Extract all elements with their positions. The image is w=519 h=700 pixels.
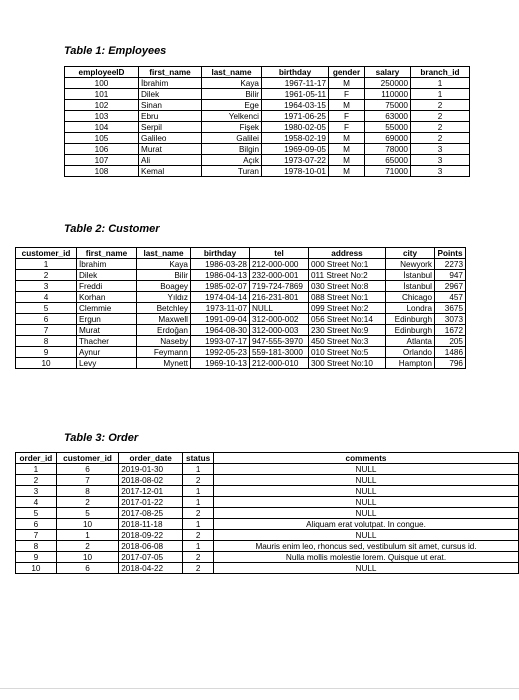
employees-cell: M bbox=[329, 100, 365, 111]
employees-cell: 1961-05-11 bbox=[262, 89, 329, 100]
employees-cell: 75000 bbox=[365, 100, 411, 111]
customer-cell: 1986-03-28 bbox=[191, 259, 250, 270]
order-cell: 2018-04-22 bbox=[119, 563, 183, 574]
employees-cell: Fişek bbox=[202, 122, 262, 133]
table-row bbox=[65, 89, 470, 100]
customer-cell: 8 bbox=[16, 336, 77, 347]
order-cell: 2018-09-22 bbox=[119, 530, 183, 541]
employees-cell: Kemal bbox=[139, 166, 202, 177]
customer-column-header: birthday bbox=[191, 248, 250, 259]
table-row bbox=[16, 563, 519, 574]
employees-table bbox=[64, 66, 470, 177]
employees-cell: Galileo bbox=[139, 133, 202, 144]
customer-column-header: customer_id bbox=[16, 248, 77, 259]
employees-cell: 105 bbox=[65, 133, 139, 144]
customer-cell: İbrahim bbox=[77, 259, 137, 270]
table-row bbox=[65, 166, 470, 177]
customer-cell: Londra bbox=[386, 303, 435, 314]
customer-cell: 300 Street No:10 bbox=[309, 358, 386, 369]
customer-column-header: last_name bbox=[137, 248, 191, 259]
employees-cell: 65000 bbox=[365, 155, 411, 166]
employees-cell: 3 bbox=[411, 144, 470, 155]
customer-cell: 2273 bbox=[435, 259, 466, 270]
customer-header-row bbox=[16, 248, 466, 259]
customer-cell: Clemmie bbox=[77, 303, 137, 314]
table-row bbox=[16, 497, 519, 508]
customer-cell: 1973-11-07 bbox=[191, 303, 250, 314]
employees-caption: Table 1: Employees bbox=[64, 45, 167, 57]
order-cell: 6 bbox=[56, 464, 118, 475]
customer-cell: Betchley bbox=[137, 303, 191, 314]
order-cell: 6 bbox=[56, 563, 118, 574]
order-cell: 1 bbox=[183, 486, 214, 497]
customer-cell: 056 Street No:14 bbox=[309, 314, 386, 325]
order-cell: 1 bbox=[183, 464, 214, 475]
order-cell: 10 bbox=[16, 563, 57, 574]
customer-cell: Bilir bbox=[137, 270, 191, 281]
customer-cell: 312-000-003 bbox=[250, 325, 309, 336]
order-column-header: comments bbox=[214, 453, 519, 464]
employees-cell: 1964-03-15 bbox=[262, 100, 329, 111]
customer-cell: 030 Street No:8 bbox=[309, 281, 386, 292]
employees-cell: 2 bbox=[411, 122, 470, 133]
employees-cell: Galilei bbox=[202, 133, 262, 144]
employees-cell: Dilek bbox=[139, 89, 202, 100]
customer-cell: 088 Street No:1 bbox=[309, 292, 386, 303]
customer-cell: Chicago bbox=[386, 292, 435, 303]
customer-column-header: tel bbox=[250, 248, 309, 259]
order-cell: 2 bbox=[183, 475, 214, 486]
customer-cell: 010 Street No:5 bbox=[309, 347, 386, 358]
customer-cell: 230 Street No:9 bbox=[309, 325, 386, 336]
employees-cell: 1973-07-22 bbox=[262, 155, 329, 166]
table-row bbox=[16, 486, 519, 497]
table-row bbox=[16, 314, 466, 325]
table-row bbox=[16, 303, 466, 314]
employees-cell: 1958-02-19 bbox=[262, 133, 329, 144]
employees-cell: 2 bbox=[411, 100, 470, 111]
order-cell: 2017-12-01 bbox=[119, 486, 183, 497]
order-cell: 2 bbox=[183, 530, 214, 541]
order-cell: NULL bbox=[214, 497, 519, 508]
customer-cell: 450 Street No:3 bbox=[309, 336, 386, 347]
customer-cell: 1993-07-17 bbox=[191, 336, 250, 347]
employees-cell: 69000 bbox=[365, 133, 411, 144]
table-row bbox=[16, 530, 519, 541]
table-row bbox=[65, 133, 470, 144]
customer-cell: 1991-09-04 bbox=[191, 314, 250, 325]
employees-cell: F bbox=[329, 111, 365, 122]
employees-cell: 1 bbox=[411, 78, 470, 89]
customer-column-header: address bbox=[309, 248, 386, 259]
customer-cell: 2967 bbox=[435, 281, 466, 292]
customer-cell: Mynett bbox=[137, 358, 191, 369]
customer-cell: 1 bbox=[16, 259, 77, 270]
customer-table bbox=[15, 247, 466, 369]
employees-cell: 3 bbox=[411, 166, 470, 177]
order-cell: Nulla mollis molestie lorem. Quisque ut erat. bbox=[214, 552, 519, 563]
employees-cell: 78000 bbox=[365, 144, 411, 155]
customer-cell: 457 bbox=[435, 292, 466, 303]
order-cell: 2019-01-30 bbox=[119, 464, 183, 475]
customer-cell: 216-231-801 bbox=[250, 292, 309, 303]
customer-cell: Thacher bbox=[77, 336, 137, 347]
customer-cell: Kaya bbox=[137, 259, 191, 270]
customer-cell: Erdoğan bbox=[137, 325, 191, 336]
table-row bbox=[65, 100, 470, 111]
employees-cell: 1 bbox=[411, 89, 470, 100]
customer-cell: Naseby bbox=[137, 336, 191, 347]
employees-cell: Sinan bbox=[139, 100, 202, 111]
employees-cell: 110000 bbox=[365, 89, 411, 100]
customer-cell: Edinburgh bbox=[386, 314, 435, 325]
table-row bbox=[16, 552, 519, 563]
page-divider bbox=[0, 688, 519, 689]
employees-cell: 108 bbox=[65, 166, 139, 177]
order-column-header: order_id bbox=[16, 453, 57, 464]
table-row bbox=[65, 144, 470, 155]
order-cell: 8 bbox=[16, 541, 57, 552]
table-row bbox=[16, 281, 466, 292]
table-row bbox=[65, 122, 470, 133]
order-cell: 2017-01-22 bbox=[119, 497, 183, 508]
order-cell: NULL bbox=[214, 464, 519, 475]
order-cell: 2 bbox=[16, 475, 57, 486]
employees-cell: 107 bbox=[65, 155, 139, 166]
customer-cell: 3 bbox=[16, 281, 77, 292]
employees-cell: 1967-11-17 bbox=[262, 78, 329, 89]
employees-column-header: branch_id bbox=[411, 67, 470, 78]
order-cell: 9 bbox=[16, 552, 57, 563]
employees-cell: M bbox=[329, 133, 365, 144]
employees-cell: Yelkenci bbox=[202, 111, 262, 122]
employees-cell: Murat bbox=[139, 144, 202, 155]
customer-cell: 1992-05-23 bbox=[191, 347, 250, 358]
table-row bbox=[16, 259, 466, 270]
customer-cell: Korhan bbox=[77, 292, 137, 303]
order-cell: NULL bbox=[214, 508, 519, 519]
table-row bbox=[16, 508, 519, 519]
table-row bbox=[16, 464, 519, 475]
employees-cell: Ali bbox=[139, 155, 202, 166]
table-row bbox=[16, 325, 466, 336]
employees-cell: Serpil bbox=[139, 122, 202, 133]
employees-column-header: first_name bbox=[139, 67, 202, 78]
employees-cell: Ege bbox=[202, 100, 262, 111]
order-cell: 8 bbox=[56, 486, 118, 497]
order-cell: 2 bbox=[183, 563, 214, 574]
order-column-header: status bbox=[183, 453, 214, 464]
order-cell: NULL bbox=[214, 530, 519, 541]
order-column-header: customer_id bbox=[56, 453, 118, 464]
customer-cell: 4 bbox=[16, 292, 77, 303]
order-cell: NULL bbox=[214, 475, 519, 486]
employees-cell: 55000 bbox=[365, 122, 411, 133]
order-caption: Table 3: Order bbox=[64, 432, 139, 444]
customer-cell: 2 bbox=[16, 270, 77, 281]
employees-cell: 1971-06-25 bbox=[262, 111, 329, 122]
employees-cell: Açık bbox=[202, 155, 262, 166]
order-cell: 1 bbox=[183, 541, 214, 552]
employees-cell: 2 bbox=[411, 133, 470, 144]
employees-cell: 2 bbox=[411, 111, 470, 122]
order-cell: NULL bbox=[214, 563, 519, 574]
customer-cell: 1964-08-30 bbox=[191, 325, 250, 336]
customer-cell: 947 bbox=[435, 270, 466, 281]
customer-cell: Ergun bbox=[77, 314, 137, 325]
employees-cell: 63000 bbox=[365, 111, 411, 122]
employees-cell: 1969-09-05 bbox=[262, 144, 329, 155]
customer-cell: 1985-02-07 bbox=[191, 281, 250, 292]
customer-cell: 5 bbox=[16, 303, 77, 314]
order-cell: NULL bbox=[214, 486, 519, 497]
customer-column-header: first_name bbox=[77, 248, 137, 259]
table-row bbox=[65, 155, 470, 166]
employees-cell: M bbox=[329, 78, 365, 89]
customer-cell: 212-000-010 bbox=[250, 358, 309, 369]
order-cell: 5 bbox=[16, 508, 57, 519]
employees-cell: Ebru bbox=[139, 111, 202, 122]
customer-cell: 947-555-3970 bbox=[250, 336, 309, 347]
employees-header-row bbox=[65, 67, 470, 78]
employees-column-header: employeeID bbox=[65, 67, 139, 78]
table-row bbox=[16, 541, 519, 552]
employees-cell: F bbox=[329, 122, 365, 133]
employees-cell: 101 bbox=[65, 89, 139, 100]
order-cell: Aliquam erat volutpat. In congue. bbox=[214, 519, 519, 530]
employees-cell: M bbox=[329, 144, 365, 155]
customer-cell: 232-000-001 bbox=[250, 270, 309, 281]
employees-cell: 1980-02-05 bbox=[262, 122, 329, 133]
customer-cell: 10 bbox=[16, 358, 77, 369]
table-row bbox=[16, 475, 519, 486]
customer-cell: Feymann bbox=[137, 347, 191, 358]
employees-cell: 102 bbox=[65, 100, 139, 111]
employees-column-header: last_name bbox=[202, 67, 262, 78]
table-row bbox=[16, 358, 466, 369]
employees-cell: 100 bbox=[65, 78, 139, 89]
order-cell: 3 bbox=[16, 486, 57, 497]
customer-cell: NULL bbox=[250, 303, 309, 314]
employees-cell: F bbox=[329, 89, 365, 100]
customer-cell: 212-000-000 bbox=[250, 259, 309, 270]
customer-cell: 559-181-3000 bbox=[250, 347, 309, 358]
order-cell: 2 bbox=[56, 541, 118, 552]
order-cell: 2017-08-25 bbox=[119, 508, 183, 519]
customer-cell: Hampton bbox=[386, 358, 435, 369]
employees-cell: 103 bbox=[65, 111, 139, 122]
customer-cell: 719-724-7869 bbox=[250, 281, 309, 292]
customer-cell: Yıldız bbox=[137, 292, 191, 303]
customer-cell: Atlanta bbox=[386, 336, 435, 347]
order-cell: 4 bbox=[16, 497, 57, 508]
order-cell: 7 bbox=[16, 530, 57, 541]
customer-cell: 011 Street No:2 bbox=[309, 270, 386, 281]
employees-cell: 1978-10-01 bbox=[262, 166, 329, 177]
customer-cell: İstanbul bbox=[386, 281, 435, 292]
customer-cell: 312-000-002 bbox=[250, 314, 309, 325]
table-row bbox=[16, 292, 466, 303]
customer-cell: Freddi bbox=[77, 281, 137, 292]
table-row bbox=[65, 78, 470, 89]
order-cell: 2 bbox=[183, 508, 214, 519]
employees-cell: Kaya bbox=[202, 78, 262, 89]
order-cell: 6 bbox=[16, 519, 57, 530]
order-cell: 2 bbox=[183, 552, 214, 563]
customer-cell: 3675 bbox=[435, 303, 466, 314]
employees-cell: 3 bbox=[411, 155, 470, 166]
customer-cell: Maxwell bbox=[137, 314, 191, 325]
table-row bbox=[16, 336, 466, 347]
order-table bbox=[15, 452, 519, 574]
order-cell: 2018-08-02 bbox=[119, 475, 183, 486]
customer-cell: 1986-04-13 bbox=[191, 270, 250, 281]
customer-cell: 000 Street No:1 bbox=[309, 259, 386, 270]
employees-cell: 104 bbox=[65, 122, 139, 133]
employees-cell: 106 bbox=[65, 144, 139, 155]
customer-cell: Boagey bbox=[137, 281, 191, 292]
customer-cell: 1486 bbox=[435, 347, 466, 358]
customer-cell: 9 bbox=[16, 347, 77, 358]
employees-column-header: birthday bbox=[262, 67, 329, 78]
customer-cell: 3073 bbox=[435, 314, 466, 325]
customer-cell: Newyork bbox=[386, 259, 435, 270]
customer-cell: 1672 bbox=[435, 325, 466, 336]
customer-cell: İstanbul bbox=[386, 270, 435, 281]
customer-cell: 1974-04-14 bbox=[191, 292, 250, 303]
customer-cell: 205 bbox=[435, 336, 466, 347]
order-column-header: order_date bbox=[119, 453, 183, 464]
order-cell: 1 bbox=[16, 464, 57, 475]
order-cell: 10 bbox=[56, 552, 118, 563]
customer-cell: Aynur bbox=[77, 347, 137, 358]
order-cell: 2018-11-18 bbox=[119, 519, 183, 530]
customer-cell: Edinburgh bbox=[386, 325, 435, 336]
employees-cell: Turan bbox=[202, 166, 262, 177]
order-cell: 5 bbox=[56, 508, 118, 519]
table-row bbox=[16, 347, 466, 358]
employees-cell: M bbox=[329, 166, 365, 177]
customer-cell: 7 bbox=[16, 325, 77, 336]
order-cell: 2018-06-08 bbox=[119, 541, 183, 552]
table-row bbox=[16, 270, 466, 281]
customer-cell: 6 bbox=[16, 314, 77, 325]
customer-cell: Levy bbox=[77, 358, 137, 369]
employees-cell: Bilgin bbox=[202, 144, 262, 155]
employees-column-header: salary bbox=[365, 67, 411, 78]
customer-caption: Table 2: Customer bbox=[64, 223, 160, 235]
customer-cell: Orlando bbox=[386, 347, 435, 358]
employees-cell: M bbox=[329, 155, 365, 166]
customer-column-header: city bbox=[386, 248, 435, 259]
customer-cell: 1969-10-13 bbox=[191, 358, 250, 369]
order-cell: 1 bbox=[56, 530, 118, 541]
order-cell: Mauris enim leo, rhoncus sed, vestibulum sit amet, cursus id. bbox=[214, 541, 519, 552]
employees-cell: İbrahim bbox=[139, 78, 202, 89]
employees-cell: 71000 bbox=[365, 166, 411, 177]
order-cell: 1 bbox=[183, 497, 214, 508]
customer-cell: Dilek bbox=[77, 270, 137, 281]
order-cell: 2 bbox=[56, 497, 118, 508]
employees-column-header: gender bbox=[329, 67, 365, 78]
customer-column-header: Points bbox=[435, 248, 466, 259]
order-cell: 1 bbox=[183, 519, 214, 530]
customer-cell: 796 bbox=[435, 358, 466, 369]
order-cell: 7 bbox=[56, 475, 118, 486]
order-cell: 2017-07-05 bbox=[119, 552, 183, 563]
customer-cell: 099 Street No:2 bbox=[309, 303, 386, 314]
order-header-row bbox=[16, 453, 519, 464]
order-cell: 10 bbox=[56, 519, 118, 530]
employees-cell: Bilir bbox=[202, 89, 262, 100]
employees-cell: 250000 bbox=[365, 78, 411, 89]
customer-cell: Murat bbox=[77, 325, 137, 336]
table-row bbox=[16, 519, 519, 530]
table-row bbox=[65, 111, 470, 122]
